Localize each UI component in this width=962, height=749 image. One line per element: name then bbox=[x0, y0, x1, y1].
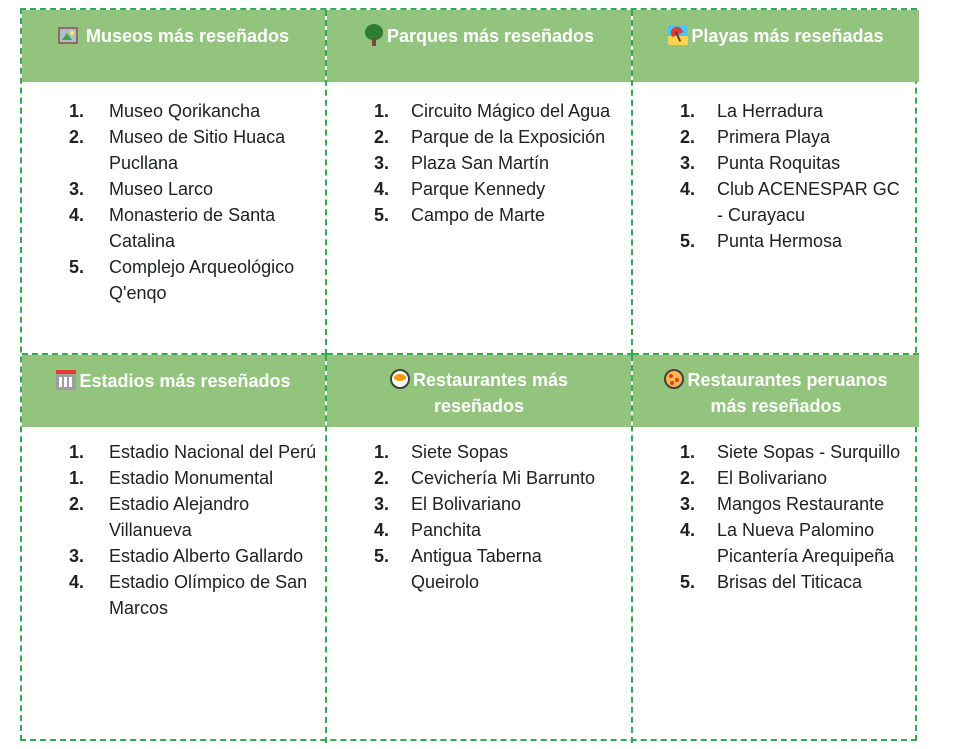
item-rank: 4. bbox=[69, 205, 85, 225]
category-header bbox=[633, 10, 919, 82]
item-name: Primera Playa bbox=[717, 127, 831, 147]
item-name: Punta Hermosa bbox=[717, 231, 843, 251]
list-item bbox=[374, 439, 631, 465]
item-name: Museo de Sitio Huaca Pucllana bbox=[109, 127, 286, 173]
category-header bbox=[22, 355, 325, 427]
item-name: Mangos Restaurante bbox=[717, 494, 885, 514]
item-name: Parque Kennedy bbox=[411, 179, 546, 199]
beach-umbrella-icon bbox=[668, 25, 688, 45]
item-name: Brisas del Titicaca bbox=[717, 572, 863, 592]
list-item bbox=[680, 439, 919, 465]
item-rank: 5. bbox=[69, 257, 85, 277]
item-rank: 4. bbox=[680, 179, 696, 199]
museum-picture-icon bbox=[58, 27, 78, 44]
category-card-parques bbox=[327, 10, 633, 355]
list-item bbox=[680, 228, 919, 254]
item-name: Punta Roquitas bbox=[717, 153, 841, 173]
category-header bbox=[327, 10, 631, 82]
category-title: Restaurantes más reseñados bbox=[412, 370, 569, 416]
item-name: La Nueva Palomino Picantería Arequipeña bbox=[717, 520, 895, 566]
list-item bbox=[374, 124, 631, 150]
category-title: Playas más reseñadas bbox=[691, 26, 884, 46]
list-item bbox=[69, 254, 325, 306]
item-rank: 4. bbox=[680, 520, 696, 540]
list-item bbox=[680, 124, 919, 150]
item-rank: 4. bbox=[374, 179, 390, 199]
item-name: Estadio Alberto Gallardo bbox=[109, 546, 304, 566]
item-rank: 2. bbox=[69, 494, 85, 514]
list-item bbox=[374, 543, 631, 595]
item-rank: 4. bbox=[69, 572, 85, 592]
list-item bbox=[680, 150, 919, 176]
item-name: El Bolivariano bbox=[717, 468, 828, 488]
item-rank: 5. bbox=[680, 572, 696, 592]
category-header bbox=[22, 10, 325, 82]
item-rank: 1. bbox=[680, 442, 696, 462]
item-name: La Herradura bbox=[717, 101, 824, 121]
item-name: Cevichería Mi Barrunto bbox=[411, 468, 596, 488]
list-item bbox=[680, 491, 919, 517]
list-item bbox=[69, 202, 325, 254]
item-name: Complejo Arqueológico Q'enqo bbox=[109, 257, 295, 303]
item-rank: 3. bbox=[69, 546, 85, 566]
list-item bbox=[69, 176, 325, 202]
list-item bbox=[374, 176, 631, 202]
item-name: Campo de Marte bbox=[411, 205, 546, 225]
item-name: Panchita bbox=[411, 520, 482, 540]
category-title: Parques más reseñados bbox=[386, 26, 595, 46]
item-rank: 1. bbox=[680, 101, 696, 121]
list-item bbox=[69, 491, 325, 543]
category-card-restaurantes-peruanos bbox=[633, 355, 919, 743]
item-name: Club ACENESPAR GC - Curayacu bbox=[717, 179, 900, 225]
item-name: Antigua Taberna Queirolo bbox=[411, 546, 542, 592]
list-item bbox=[69, 124, 325, 176]
category-card-playas bbox=[633, 10, 919, 355]
item-rank: 1. bbox=[374, 442, 390, 462]
category-header bbox=[633, 355, 919, 427]
list-item bbox=[69, 543, 325, 569]
list-item bbox=[374, 465, 631, 491]
category-card-museos bbox=[22, 10, 327, 355]
item-rank: 1. bbox=[69, 468, 85, 488]
list-item bbox=[69, 569, 325, 621]
ranked-list bbox=[327, 82, 631, 228]
list-item bbox=[374, 202, 631, 228]
item-rank: 2. bbox=[374, 127, 390, 147]
item-name: Estadio Nacional del Perú bbox=[109, 442, 317, 462]
ranked-list bbox=[22, 427, 325, 621]
item-name: Monasterio de Santa Catalina bbox=[109, 205, 276, 251]
item-rank: 5. bbox=[680, 231, 696, 251]
list-item bbox=[680, 569, 919, 595]
item-rank: 1. bbox=[69, 101, 85, 121]
item-rank: 1. bbox=[69, 442, 85, 462]
item-name: Museo Qorikancha bbox=[109, 101, 261, 121]
ranked-list bbox=[633, 82, 919, 254]
item-rank: 1. bbox=[374, 101, 390, 121]
item-rank: 2. bbox=[374, 468, 390, 488]
list-item bbox=[680, 517, 919, 569]
item-name: Siete Sopas bbox=[411, 442, 509, 462]
item-rank: 3. bbox=[374, 153, 390, 173]
food-bowl-icon bbox=[390, 369, 410, 389]
item-name: Parque de la Exposición bbox=[411, 127, 606, 147]
category-grid bbox=[20, 8, 917, 741]
ranked-list bbox=[22, 82, 325, 306]
item-name: Circuito Mágico del Agua bbox=[411, 101, 611, 121]
list-item bbox=[69, 439, 325, 465]
ranked-list bbox=[327, 427, 631, 595]
list-item bbox=[374, 491, 631, 517]
category-card-estadios bbox=[22, 355, 327, 743]
item-rank: 5. bbox=[374, 546, 390, 566]
pizza-icon bbox=[664, 369, 684, 389]
item-rank: 3. bbox=[374, 494, 390, 514]
item-rank: 4. bbox=[374, 520, 390, 540]
category-title: Restaurantes peruanos más reseñados bbox=[687, 370, 888, 416]
list-item bbox=[69, 465, 325, 491]
category-title: Estadios más reseñados bbox=[79, 371, 291, 391]
list-item bbox=[680, 465, 919, 491]
list-item bbox=[69, 98, 325, 124]
list-item bbox=[680, 98, 919, 124]
item-name: Siete Sopas - Surquillo bbox=[717, 442, 901, 462]
list-item bbox=[680, 176, 919, 228]
category-title: Museos más reseñados bbox=[85, 26, 290, 46]
item-name: Estadio Alejandro Villanueva bbox=[109, 494, 250, 540]
item-rank: 2. bbox=[69, 127, 85, 147]
list-item bbox=[374, 517, 631, 543]
ranked-list bbox=[633, 427, 919, 595]
list-item bbox=[374, 150, 631, 176]
item-rank: 2. bbox=[680, 468, 696, 488]
category-card-restaurantes bbox=[327, 355, 633, 743]
category-header bbox=[327, 355, 631, 427]
item-rank: 3. bbox=[69, 179, 85, 199]
item-rank: 2. bbox=[680, 127, 696, 147]
item-name: Estadio Monumental bbox=[109, 468, 274, 488]
item-name: Plaza San Martín bbox=[411, 153, 550, 173]
item-name: El Bolivariano bbox=[411, 494, 522, 514]
item-rank: 5. bbox=[374, 205, 390, 225]
item-name: Museo Larco bbox=[109, 179, 214, 199]
tree-icon bbox=[364, 24, 384, 46]
stadium-icon bbox=[56, 370, 76, 390]
list-item bbox=[374, 98, 631, 124]
item-name: Estadio Olímpico de San Marcos bbox=[109, 572, 308, 618]
item-rank: 3. bbox=[680, 494, 696, 514]
item-rank: 3. bbox=[680, 153, 696, 173]
